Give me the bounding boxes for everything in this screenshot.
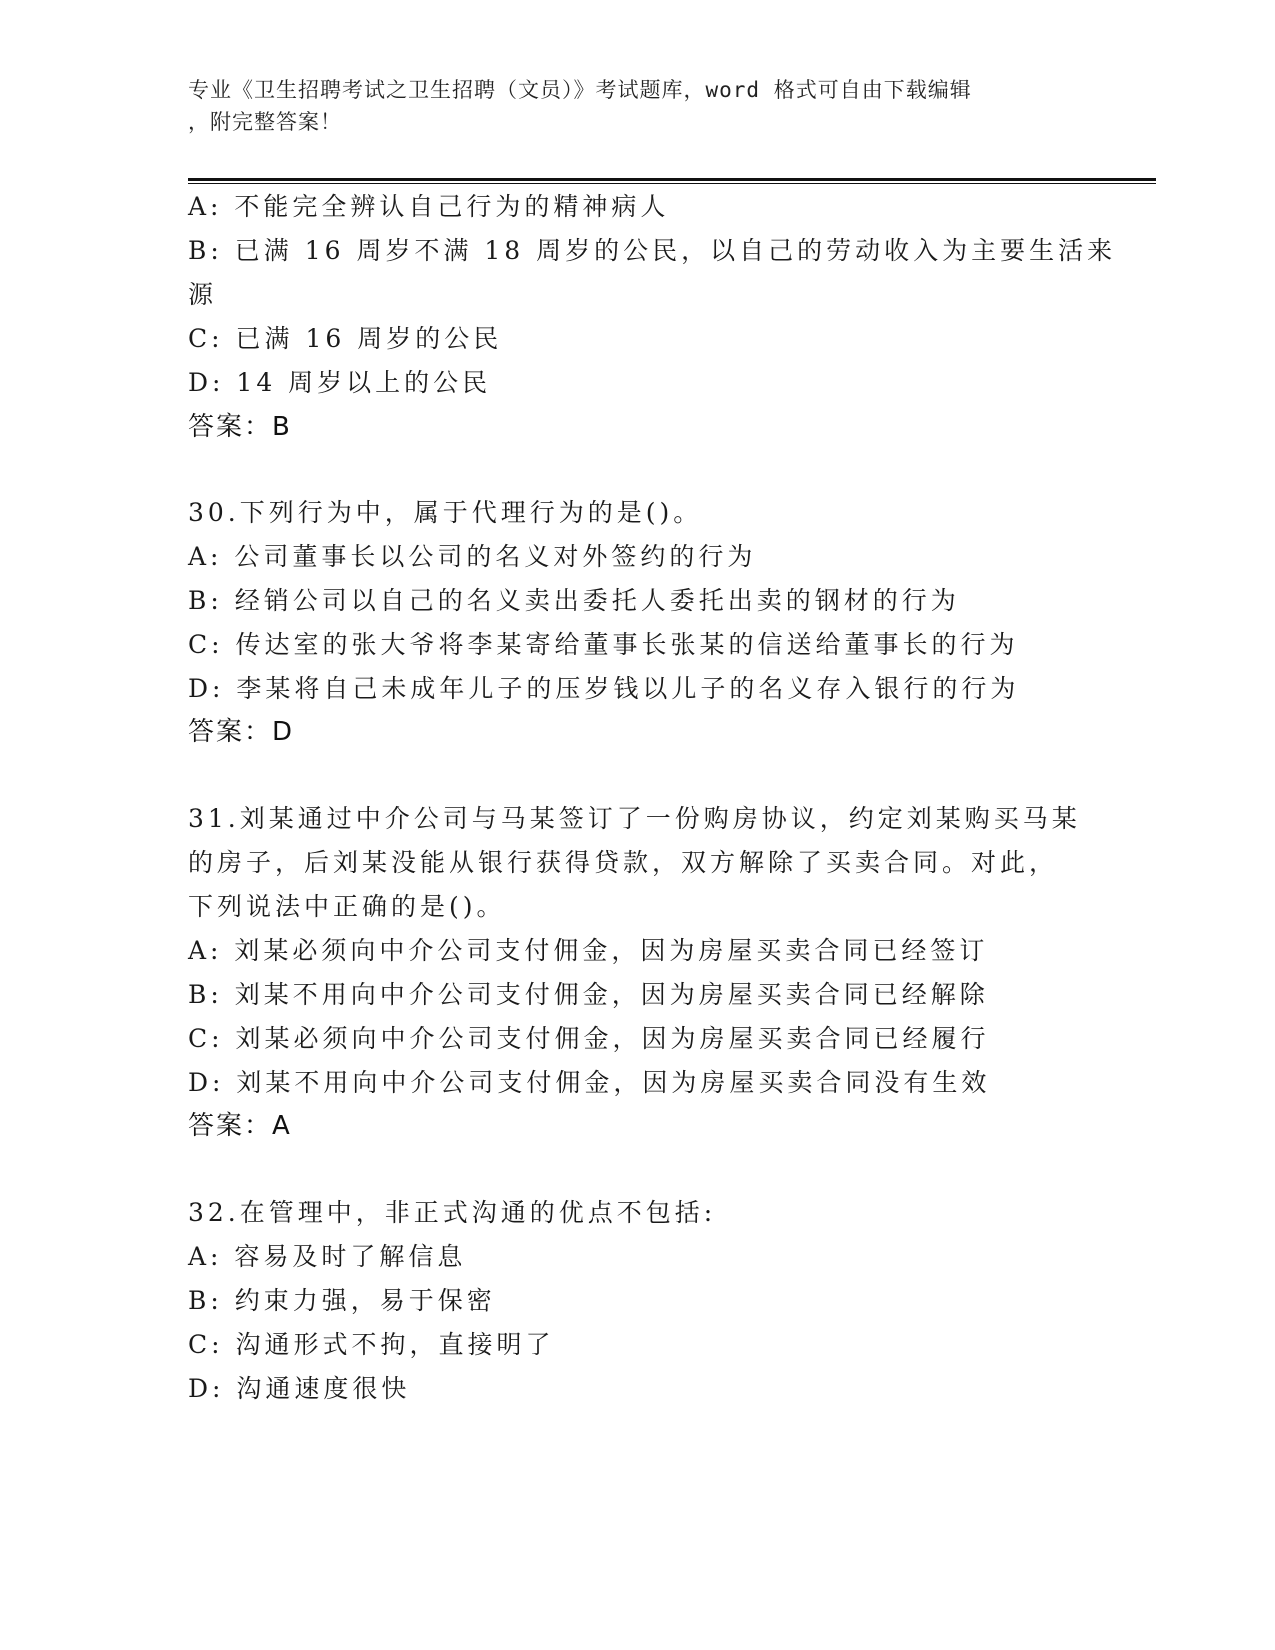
q32-stem: 32.在管理中，非正式沟通的优点不包括: xyxy=(188,1198,717,1227)
q31-option-a: A: 刘某必须向中介公司支付佣金，因为房屋买卖合同已经签订 xyxy=(188,936,989,965)
q32-option-d: D: 沟通速度很快 xyxy=(188,1374,411,1403)
q31-option-d: D: 刘某不用向中介公司支付佣金，因为房屋买卖合同没有生效 xyxy=(188,1068,991,1097)
q30-answer: 答案：D xyxy=(188,717,295,747)
q30-option-b: B: 经销公司以自己的名义卖出委托人委托出卖的钢材的行为 xyxy=(188,586,960,615)
q29-option-b-line-2: 源 xyxy=(188,280,218,309)
q31-option-c: C: 刘某必须向中介公司支付佣金，因为房屋买卖合同已经履行 xyxy=(188,1024,990,1053)
q31-stem-line-3: 下列说法中正确的是()。 xyxy=(188,892,506,921)
q29-option-b-line-1: B: 已满 16 周岁不满 18 周岁的公民，以自己的劳动收入为主要生活来 xyxy=(188,236,1117,265)
q30-option-c: C: 传达室的张大爷将李某寄给董事长张某的信送给董事长的行为 xyxy=(188,630,1019,659)
q29-option-c: C: 已满 16 周岁的公民 xyxy=(188,324,503,353)
header-rule-thick xyxy=(188,178,1156,181)
q32-option-c: C: 沟通形式不拘，直接明了 xyxy=(188,1330,555,1359)
document-header xyxy=(188,74,1068,138)
q31-option-b: B: 刘某不用向中介公司支付佣金，因为房屋买卖合同已经解除 xyxy=(188,980,989,1009)
q29-option-a: A: 不能完全辨认自己行为的精神病人 xyxy=(188,192,670,221)
q32-option-b: B: 约束力强，易于保密 xyxy=(188,1286,496,1315)
q29-answer: 答案：B xyxy=(188,412,292,442)
q31-answer: 答案：A xyxy=(188,1111,292,1141)
q30-option-a: A: 公司董事长以公司的名义对外签约的行为 xyxy=(188,542,757,571)
q31-stem-line-1: 31.刘某通过中介公司与马某签订了一份购房协议，约定刘某购买马某 xyxy=(188,804,1081,833)
header-line-2: ，附完整答案！ xyxy=(188,110,342,134)
q30-stem: 30.下列行为中，属于代理行为的是()。 xyxy=(188,498,703,527)
q31-stem-line-2: 的房子，后刘某没能从银行获得贷款，双方解除了买卖合同。对此， xyxy=(188,848,1059,877)
header-rule-thin xyxy=(188,183,1156,184)
q29-option-d: D: 14 周岁以上的公民 xyxy=(188,368,492,397)
q32-option-a: A: 容易及时了解信息 xyxy=(188,1242,467,1271)
header-line-1: 专业《卫生招聘考试之卫生招聘（文员）》考试题库，word 格式可自由下载编辑 xyxy=(188,78,972,102)
q30-option-d: D: 李某将自己未成年儿子的压岁钱以儿子的名义存入银行的行为 xyxy=(188,674,1020,703)
